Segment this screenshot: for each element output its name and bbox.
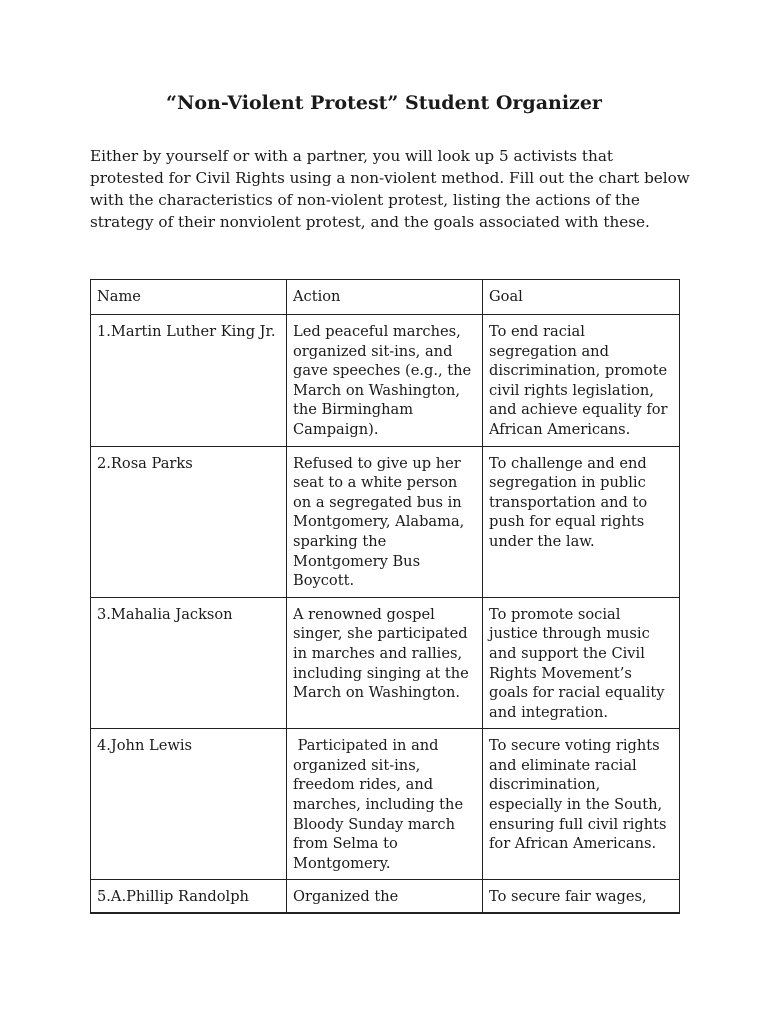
instructions-paragraph: Either by yourself or with a partner, you will look up 5 activists that protested for Civil Rights using a non-violent method. Fill out the chart below with the characteristics of non-violent protest, listing the actions of the strategy of their nonviolent protest, and the goals associated with these.	[90, 147, 690, 231]
activist-name: 2.Rosa Parks	[97, 454, 193, 472]
table-header-row	[91, 280, 680, 315]
header-goal: Goal	[483, 280, 680, 315]
cell-goal	[483, 729, 680, 880]
activist-name: 3.Mahalia Jackson	[97, 605, 233, 623]
cell-action	[287, 729, 483, 880]
activist-goal: To end racial segregation and discrimination, promote civil rights legislation, and achieve equality for African Americans.	[489, 323, 668, 438]
table-row	[91, 729, 680, 880]
cell-action	[287, 880, 483, 914]
cell-goal	[483, 446, 680, 597]
activist-action: Organized the	[293, 888, 399, 906]
activist-action: A renowned gospel singer, she participated in marches and rallies, including singing at the March on Washington.	[293, 605, 469, 702]
activist-goal: To promote social justice through music and support the Civil Rights Movement’s goals for racial equality and integration.	[489, 605, 665, 721]
cell-name	[91, 729, 287, 880]
cell-name	[91, 880, 287, 914]
activist-goal: To secure fair wages,	[489, 888, 647, 906]
cell-name	[91, 315, 287, 447]
cell-goal	[483, 597, 680, 729]
cell-action	[287, 315, 483, 447]
activist-name: 5.A.Phillip Randolph	[97, 888, 249, 906]
table-row	[91, 597, 680, 729]
header-action: Action	[287, 280, 483, 315]
table-row	[91, 315, 680, 447]
table-row	[91, 446, 680, 597]
activist-action: Led peaceful marches, organized sit-ins, and gave speeches (e.g., the March on Washington, the Birmingham Campaign).	[293, 323, 472, 438]
cell-name	[91, 597, 287, 729]
cell-action	[287, 446, 483, 597]
activist-action: Participated in and organized sit-ins, freedom rides, and marches, including the Bloody Sunday march from Selma to Montgomery.	[293, 737, 468, 872]
activist-name: 4.John Lewis	[97, 737, 192, 755]
organizer-table	[90, 279, 680, 914]
header-name: Name	[91, 280, 287, 315]
cell-goal	[483, 880, 680, 914]
activist-name: 1.Martin Luther King Jr.	[97, 323, 276, 340]
cell-goal	[483, 315, 680, 447]
cell-action	[287, 597, 483, 729]
table-row	[91, 880, 680, 914]
document-title: “Non-Violent Protest” Student Organizer	[166, 92, 602, 114]
cell-name	[91, 446, 287, 597]
activist-action: Refused to give up her seat to a white person on a segregated bus in Montgomery, Alabama, sparking the Montgomery Bus Boycott.	[293, 454, 465, 590]
activist-goal: To secure voting rights and eliminate racial discrimination, especially in the South, ensuring full civil rights for African Americans.	[489, 737, 667, 853]
activist-goal: To challenge and end segregation in public transportation and to push for equal rights under the law.	[489, 454, 648, 550]
